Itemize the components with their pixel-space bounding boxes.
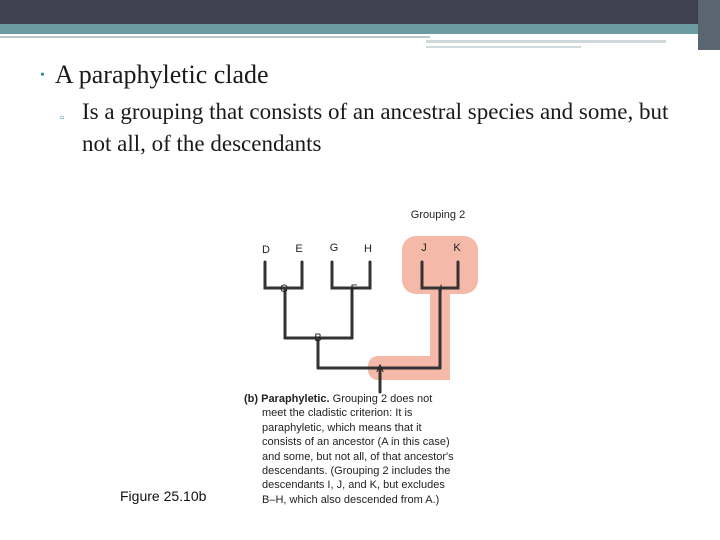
caption-line: and some, but not all, of that ancestor's xyxy=(262,450,454,463)
subpoint-text: Is a grouping that consists of an ancestral species and some, but not all, of the descendants xyxy=(82,99,669,156)
caption-line: meet the cladistic criterion: It is xyxy=(262,407,413,420)
caption-line: B–H, which also descended from A.) xyxy=(262,493,440,506)
node-label: F xyxy=(350,283,358,295)
square-bullet-icon: ▫ xyxy=(60,110,65,124)
grouping-2-highlight xyxy=(368,236,478,380)
node-label: B xyxy=(314,332,322,344)
taxon-label: H xyxy=(364,243,372,255)
caption-bold: (b) Paraphyletic. xyxy=(244,393,330,405)
node-label: A xyxy=(376,363,384,375)
caption-line: paraphyletic, which means that it xyxy=(262,421,422,434)
taxon-label: D xyxy=(262,244,270,256)
caption-line: consists of an ancestor (A in this case) xyxy=(262,436,450,449)
slide-title: A paraphyletic clade xyxy=(54,60,269,89)
taxon-label: K xyxy=(453,242,461,254)
taxon-label: J xyxy=(421,242,427,254)
figure-caption xyxy=(244,392,480,507)
figure-number: Figure 25.10b xyxy=(120,488,207,504)
caption-line: descendants. (Grouping 2 includes the xyxy=(262,465,451,478)
caption-line-0 xyxy=(244,392,480,406)
node-label: C xyxy=(280,283,288,295)
taxon-label: G xyxy=(329,242,339,254)
bullet-dot-icon: • xyxy=(40,68,45,83)
taxon-label: E xyxy=(295,243,303,255)
node-label: I xyxy=(439,283,443,295)
caption-line: descendants I, J, and K, but excludes xyxy=(262,479,445,492)
caption-rest: Grouping 2 does not xyxy=(332,393,433,405)
grouping-label: Grouping 2 xyxy=(410,209,466,221)
